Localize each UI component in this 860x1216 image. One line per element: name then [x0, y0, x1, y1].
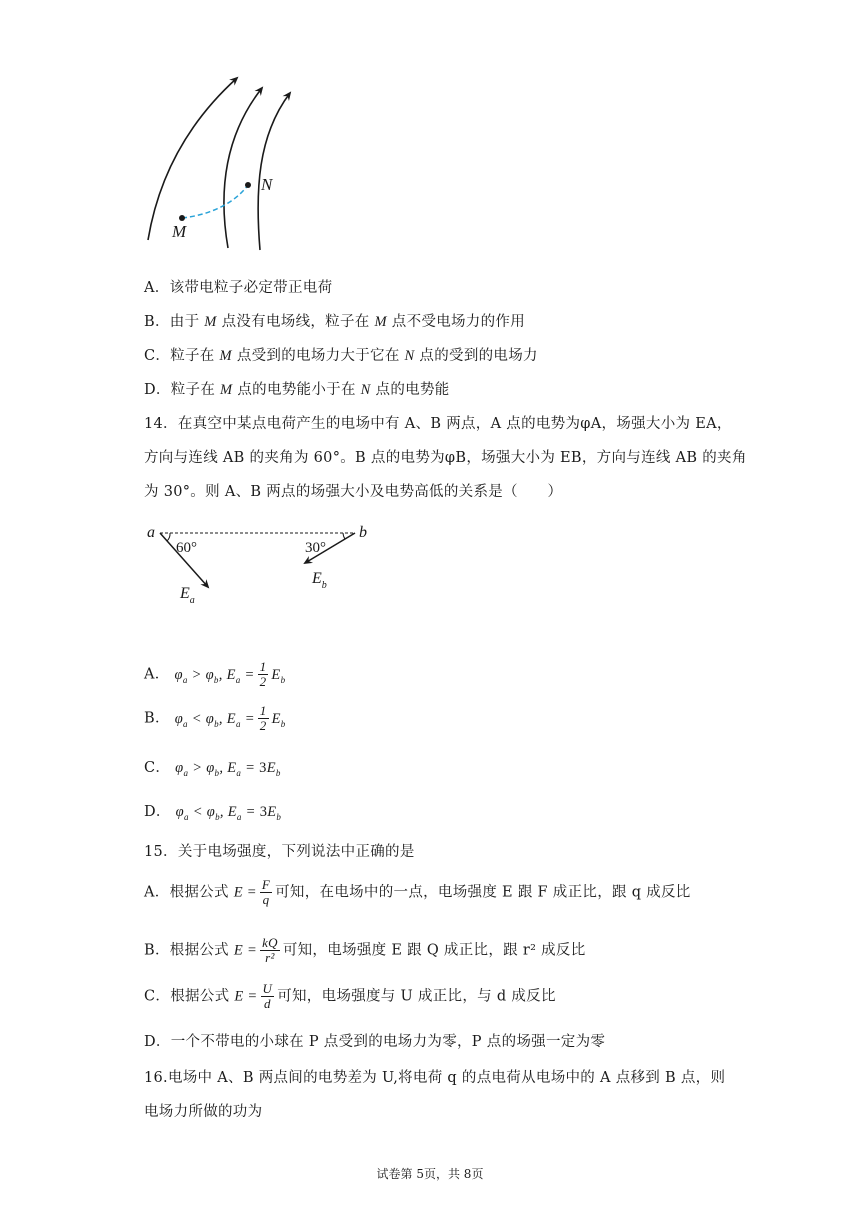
point-n: [245, 182, 251, 188]
q13-option-b: B．由于 M 点没有电场线，粒子在 M 点不受电场力的作用: [144, 314, 525, 330]
label-m: M: [172, 222, 187, 241]
q15-stem: 15．关于电场强度，下列说法中正确的是: [144, 844, 415, 860]
eb-label: $E_b$: [312, 570, 327, 591]
q14-option-c: C． $\varphi_a > \varphi_b$, $E_a = 3E_b$: [144, 760, 281, 778]
trajectory: [182, 185, 248, 218]
q14-stem-line-1: 14．在真空中某点电荷产生的电场中有 A、B 两点，A 点的电势为φA，场强大小为 EA，: [144, 416, 732, 432]
q15-option-a: A．根据公式 E = $\frac{F}{q}$ 可知，在电场中的一点，电场强度 E 跟 F 成正比，跟 q 成反比: [144, 877, 691, 907]
q14-option-a: A． $\varphi_a > \varphi_b$, $E_a$ = $\frac{1}{2}$ $E_b$: [144, 659, 286, 689]
q16-stem-line-2: 电场力所做的功为: [144, 1104, 263, 1120]
q15-option-b: B．根据公式 E = $\frac{kQ}{\text{r²}}$ 可知，电场强度 E 跟 Q 成正比，跟 r² 成反比: [144, 935, 586, 965]
angle-arc-a: [167, 533, 170, 541]
label-n: N: [261, 175, 273, 194]
q13-option-a: A．该带电粒子必定带正电荷: [144, 280, 333, 296]
field-line-3: [258, 93, 290, 250]
q13-option-c: C．粒子在 M 点受到的电场力大于它在 N 点的受到的电场力: [144, 348, 538, 364]
q13-option-d: D．粒子在 M 点的电势能小于在 N 点的电势能: [144, 382, 450, 398]
q14-option-b: B． $\varphi_a < \varphi_b$, $E_a$ = $\frac{1}{2}$ $E_b$: [144, 703, 286, 733]
q14-option-d: D． $\varphi_a < \varphi_b$, $E_a = 3E_b$: [144, 804, 282, 822]
point-m: [179, 215, 185, 221]
q15-option-d: D．一个不带电的小球在 P 点受到的电场力为零，P 点的场强一定为零: [144, 1034, 606, 1050]
ea-label: $E_a$: [180, 585, 195, 606]
q14-stem-line-2: 方向与连线 AB 的夹角为 60°。B 点的电势为φB，场强大小为 EB，方向与连线 AB 的夹角: [144, 450, 747, 466]
field-line-2: [224, 88, 262, 248]
q15-option-c: C．根据公式 E = $\frac{U}{d}$ 可知，电场强度与 U 成正比，与 d 成反比: [144, 981, 556, 1011]
label-b: b: [359, 524, 367, 541]
page-footer: 试卷第 5页，共 8页: [376, 1167, 484, 1181]
angle-60-label: 60°: [176, 540, 197, 556]
angle-30-label: 30°: [305, 540, 326, 556]
q14-stem-line-3: 为 30°。则 A、B 两点的场强大小及电势高低的关系是（ ）: [144, 484, 563, 500]
ab-field-figure: [140, 515, 380, 610]
q16-stem-line-1: 16.电场中 A、B 两点间的电势差为 U,将电荷 q 的点电荷从电场中的 A 点移到 B 点，则: [144, 1070, 726, 1086]
angle-arc-b: [343, 533, 345, 539]
field-lines-figure: [130, 70, 310, 260]
label-a: a: [147, 524, 155, 541]
